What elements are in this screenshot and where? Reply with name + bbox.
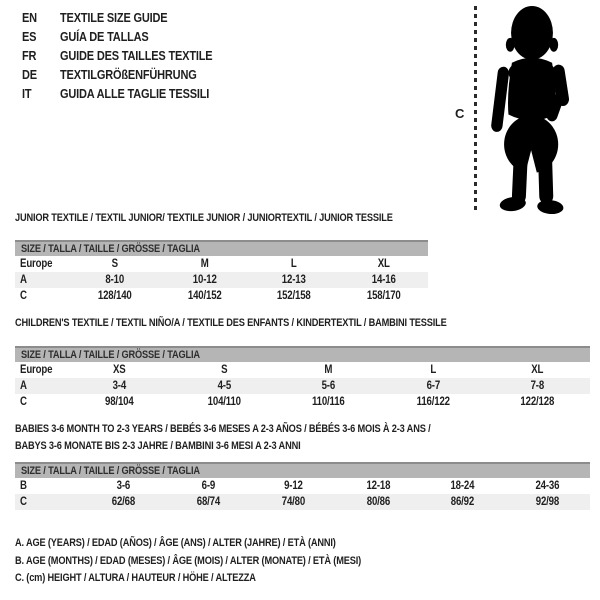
size-header-text: SIZE / TALLA / TAILLE / GRÖSSE / TAGLIA <box>21 465 200 477</box>
row-label: A <box>20 274 27 286</box>
footnote-b: B. AGE (MONTHS) / EDAD (MESES) / ÂGE (MOIS) / ALTER (MONATE) / ETÀ (MESI) <box>15 554 362 567</box>
table-row <box>15 272 428 288</box>
row-label: C <box>20 496 27 508</box>
size-cell: XS <box>113 364 126 376</box>
size-cell: 14-16 <box>371 274 396 286</box>
size-cell: L <box>290 258 297 270</box>
height-label: C <box>455 106 465 121</box>
size-cell: XL <box>531 364 544 376</box>
table-row <box>15 256 428 272</box>
baby-silhouette-image <box>484 3 580 214</box>
table-row <box>15 288 428 304</box>
language-title: TEXTILE SIZE GUIDE <box>60 11 168 25</box>
language-guide <box>22 9 233 104</box>
size-cell: 68/74 <box>196 496 220 508</box>
table-row <box>15 494 590 510</box>
size-cell: 5-6 <box>321 380 336 392</box>
size-cell: 80/86 <box>366 496 390 508</box>
size-cell: 140/152 <box>187 290 222 302</box>
size-cell: 122/128 <box>520 396 555 408</box>
section-title-babies-line2: BABYS 3-6 MONATE BIS 2-3 JAHRE / BAMBINI 3-6 MESI A 2-3 ANNI <box>15 440 301 452</box>
size-cell: 12-13 <box>281 274 306 286</box>
size-cell: S <box>111 258 118 270</box>
size-cell: 9-12 <box>283 480 303 492</box>
size-cell: 3-4 <box>112 380 127 392</box>
section-title-children: CHILDREN'S TEXTILE / TEXTIL NIÑO/A / TEXTILE DES ENFANTS / KINDERTEXTIL / BAMBINI TESSILE <box>15 317 447 329</box>
row-label: C <box>20 396 27 408</box>
language-row <box>22 9 233 28</box>
size-cell: 3-6 <box>116 480 131 492</box>
size-header-bar <box>15 462 590 478</box>
table-row <box>15 478 590 494</box>
size-cell: 116/122 <box>416 396 450 408</box>
language-title: GUÍA DE TALLAS <box>60 30 149 44</box>
size-cell: 7-8 <box>530 380 545 392</box>
junior-size-table <box>15 240 428 304</box>
size-cell: 6-7 <box>426 380 440 392</box>
size-cell: 24-36 <box>535 480 560 492</box>
row-label: A <box>20 380 27 392</box>
size-cell: 4-5 <box>217 380 231 392</box>
table-row <box>15 394 590 410</box>
row-label: Europe <box>20 258 53 270</box>
language-code: EN <box>22 11 37 25</box>
footnote-a: A. AGE (YEARS) / EDAD (AÑOS) / ÂGE (ANS) / ALTER (JAHRE) / ETÀ (ANNI) <box>15 537 336 549</box>
size-cell: M <box>324 364 333 376</box>
size-header-bar <box>15 240 428 256</box>
size-header-text: SIZE / TALLA / TAILLE / GRÖSSE / TAGLIA <box>21 349 200 361</box>
language-code: ES <box>22 30 37 44</box>
table-row <box>15 378 590 394</box>
size-header-text: SIZE / TALLA / TAILLE / GRÖSSE / TAGLIA <box>21 243 200 255</box>
size-cell: 128/140 <box>97 290 132 302</box>
size-cell: 62/68 <box>111 496 136 508</box>
size-cell: 18-24 <box>450 480 475 492</box>
size-cell: 158/170 <box>366 290 401 302</box>
size-header-bar <box>15 346 590 362</box>
size-cell: 86/92 <box>451 496 475 508</box>
children-size-table <box>15 346 590 410</box>
size-cell: L <box>430 364 436 376</box>
size-cell: 12-18 <box>365 480 390 492</box>
section-title-junior: JUNIOR TEXTILE / TEXTIL JUNIOR/ TEXTILE JUNIOR / JUNIORTEXTIL / JUNIOR TESSILE <box>15 212 393 224</box>
size-cell: 74/80 <box>281 496 305 508</box>
language-row <box>22 47 233 66</box>
language-row <box>22 66 233 85</box>
table-row <box>15 362 590 378</box>
size-cell: 92/98 <box>535 496 560 508</box>
language-code: DE <box>22 68 37 82</box>
language-code: IT <box>22 87 32 101</box>
babies-size-table <box>15 462 590 510</box>
size-cell: 8-10 <box>105 274 125 286</box>
size-cell: 104/110 <box>207 396 241 408</box>
language-title: TEXTILGRÖßENFÜHRUNG <box>60 68 197 82</box>
size-cell: 110/116 <box>312 396 345 408</box>
size-cell: S <box>220 364 228 376</box>
language-code: FR <box>22 49 37 63</box>
row-label: Europe <box>20 364 53 376</box>
language-title: GUIDA ALLE TAGLIE TESSILI <box>60 87 210 101</box>
row-label: B <box>20 480 27 492</box>
size-cell: M <box>200 258 209 270</box>
section-title-babies-line1: BABIES 3-6 MONTH TO 2-3 YEARS / BEBÉS 3-6 MESES A 2-3 AÑOS / BÉBÉS 3-6 MOIS À 2-3 ANS / <box>15 423 431 435</box>
size-cell: XL <box>377 258 390 270</box>
language-row <box>22 28 233 47</box>
row-label: C <box>20 290 27 302</box>
size-cell: 98/104 <box>105 396 134 408</box>
language-title: GUIDE DES TAILLES TEXTILE <box>60 49 213 63</box>
size-cell: 10-12 <box>192 274 217 286</box>
height-measure-line <box>474 6 477 214</box>
size-cell: 152/158 <box>276 290 311 302</box>
language-row <box>22 85 233 104</box>
footnotes <box>15 535 427 588</box>
size-cell: 6-9 <box>201 480 215 492</box>
footnote-c: C. (cm) HEIGHT / ALTURA / HAUTEUR / HÖHE / ALTEZZA <box>15 572 256 584</box>
